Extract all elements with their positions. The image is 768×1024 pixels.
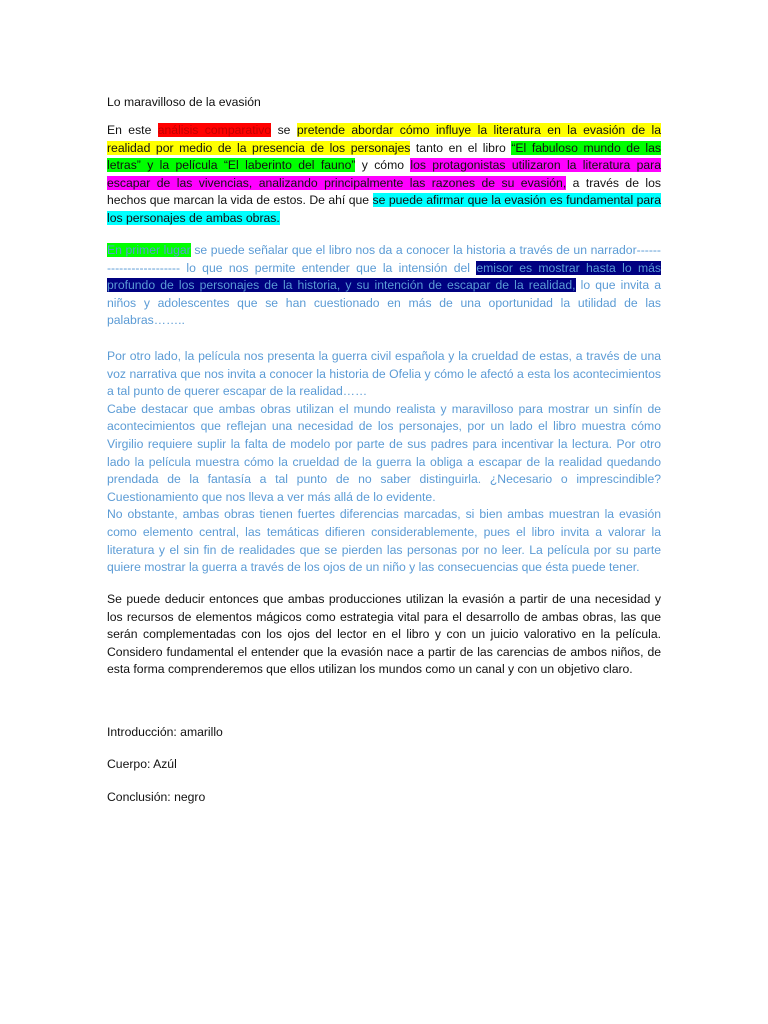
color-legend — [107, 724, 661, 821]
intro-text: tanto en el libro — [410, 140, 512, 155]
legend-intro: Introducción: amarillo — [107, 725, 223, 739]
intro-text: En este — [107, 123, 158, 137]
highlight-green: En primer lugar — [107, 243, 191, 257]
highlight-yellow: pretende abordar cómo influye la literatura en la evasión de la realidad por medio de la presencia de los personajes — [107, 123, 661, 155]
intro-text: se — [271, 123, 297, 137]
highlight-green: “El fabuloso mundo de las letras” y la película “El laberinto del fauno” — [107, 140, 661, 173]
intro-text: a través de los hechos que marcan la vida de estos. De ahí que — [107, 175, 661, 208]
body-paragraph-1 — [107, 242, 661, 330]
document-title: Lo maravilloso de la evasión — [107, 95, 261, 109]
conclusion-paragraph: Se puede deducir entonces que ambas producciones utilizan la evasión a partir de una necesidad y los recursos de elementos mágicos como estrategia vital para el desarrollo de ambas obras, las que serán complementadas con los ojos del lector en el libro y con un juicio valorativo en la película. Considero fundamental el entender que la evasión nace a partir de las carencias de ambos niños, de esta forma comprenderemos que ellos utilizan los mundos como un canal y con un objetivo claro. — [107, 592, 661, 677]
legend-body: Cuerpo: Azúl — [107, 757, 177, 772]
body-text: se puede señalar que el libro nos da a conocer la historia a través de un narrador------------------------ lo que nos permite entender que la intensión del — [107, 243, 661, 275]
body-paragraph-2: Por otro lado, la película nos presenta la guerra civil española y la crueldad de estas, a través de una voz narrativa que nos invita a conocer la historia de Ofelia y cómo le afectó a esta los acontecimientos a tal punto de querer escapar de la realidad…… — [107, 349, 661, 399]
body-section-2 — [107, 348, 661, 577]
body-paragraph-3: Cabe destacar que ambas obras utilizan el mundo realista y maravilloso para mostrar un sinfín de acontecimientos que reflejan una necesidad de los personajes, por un lado el libro muestra cómo Virgilio requiere suplir la falta de modelo por parte de sus padres para incentivar la lectura. Por otro lado la película muestra cómo la crueldad de la guerra la obliga a escapar de la realidad quedando prendada de la fantasía a tal punto de no saber distinguirla. ¿Necesario o imprescindible? Cuestionamiento que nos lleva a ver más allá de lo evidente. — [107, 401, 661, 504]
intro-paragraph — [107, 122, 661, 228]
legend-conclusion: Conclusión: negro — [107, 789, 206, 804]
intro-text: y cómo — [355, 158, 411, 173]
highlight-red: análisis comparativo — [157, 123, 272, 137]
highlight-magenta: los protagonistas utilizaron la literatura para escapar de las vivencias, analizando principalmente las razones de su evasión, — [107, 158, 661, 190]
body-paragraph-4: No obstante, ambas obras tienen fuertes diferencias marcadas, si bien ambas muestran la evasión como elemento central, las temáticas difieren considerablemente, pues el libro invita a valorar la literatura y el sin fin de realidades que se pierden las personas por no leer. La película por su parte quiere mostrar la guerra a través de los ojos de un niño y las consecuencias que ésta puede tener. — [107, 507, 661, 575]
highlight-cyan: se puede afirmar que la evasión es fundamental para los personajes de ambas obras. — [107, 193, 661, 225]
body-text: lo que invita a niños y adolescentes que se han cuestionado en más de una oportunidad la utilidad de las palabras…….. — [107, 278, 661, 328]
highlight-navy: emisor es mostrar hasta lo más profundo de los personajes de la historia, y su intención de escapar de la realidad, — [107, 260, 661, 293]
